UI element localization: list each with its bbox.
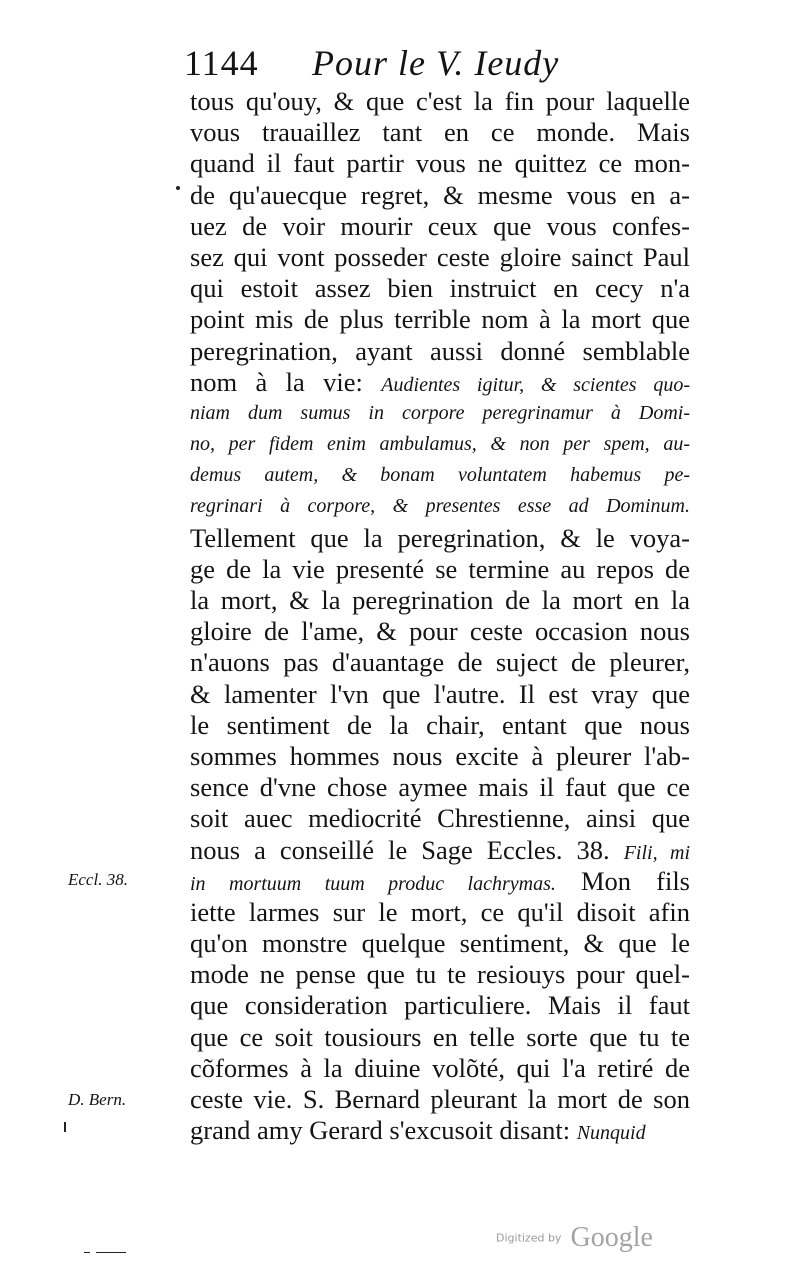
text-line [190, 242, 690, 273]
margin-note-eccl: Eccl. 38. [68, 870, 128, 889]
text-line [190, 86, 690, 117]
text-line [190, 772, 690, 803]
line-text: soit auec mediocrité Chrestienne, ainsi que [190, 803, 690, 834]
text-line [190, 835, 690, 866]
line-text: n'auons pas d'auantage de suject de pleurer, [190, 647, 690, 678]
line-text: sommes hommes nous excite à pleurer l'ab- [190, 740, 690, 771]
line-text: qui estoit assez bien instruict en cecy n'a [190, 273, 690, 304]
text-line [190, 647, 690, 678]
watermark-brand: Google [570, 1222, 653, 1253]
line-text: point mis de plus terrible nom à la mort que [190, 304, 690, 335]
text-line [190, 928, 690, 959]
margin-note-bern: D. Bern. [68, 1090, 127, 1109]
line-italic: niam dum sumus in corpore peregrinamur à Domi- [190, 401, 690, 424]
line-text: peregrination, ayant aussi donné semblable [190, 335, 690, 366]
line-lead: nous a conseillé le Sage Eccles. 38. [190, 834, 610, 865]
text-line [190, 491, 690, 522]
text-line [190, 117, 690, 148]
ink-speck [84, 1252, 90, 1253]
text-line [190, 990, 690, 1021]
ink-speck [96, 1252, 126, 1253]
ink-speck [64, 1122, 66, 1132]
line-italic: in mortuum tuum produc lachrymas. [190, 872, 556, 895]
text-line [190, 1115, 690, 1146]
text-line [190, 866, 690, 897]
line-text: tous qu'ouy, & que c'est la fin pour laquelle [190, 86, 690, 116]
line-text: qu'on monstre quelque sentiment, & que le [190, 928, 690, 959]
text-line [190, 304, 690, 335]
line-text: gloire de l'ame, & pour ceste occasion nous [190, 616, 690, 647]
text-line [190, 180, 690, 211]
line-italic: Fili, mi [623, 841, 690, 864]
text-line [190, 1022, 690, 1053]
line-text: uez de voir mourir ceux que vous confes- [190, 210, 690, 241]
text-line [190, 367, 690, 398]
line-lead: nom à la vie: [190, 366, 363, 397]
text-line [190, 959, 690, 990]
line-text: ceste vie. S. Bernard pleurant la mort de son [190, 1084, 690, 1114]
text-line [190, 679, 690, 710]
ink-speck [176, 186, 180, 190]
text-line [190, 398, 690, 429]
digitized-watermark [496, 1222, 653, 1256]
line-text: mode ne pense que tu te resiouys pour quel- [190, 959, 690, 990]
text-line [190, 211, 690, 242]
line-italic: Nunquid [576, 1122, 646, 1145]
line-text: la mort, & la peregrination de la mort en la [190, 585, 690, 615]
text-line [190, 897, 690, 928]
text-line [190, 336, 690, 367]
text-line [190, 710, 690, 741]
line-text: que ce soit tousiours en telle sorte que tu te [190, 1021, 690, 1052]
line-text: & lamenter l'vn que l'autre. Il est vray que [190, 678, 690, 709]
text-line [190, 741, 690, 772]
line-italic: regrinari à corpore, & presentes esse ad Dominum. [190, 495, 690, 518]
text-line [190, 523, 690, 554]
text-line [190, 148, 690, 179]
line-trail: Mon fils [580, 865, 690, 896]
text-line [190, 429, 690, 460]
watermark-prefix: Digitized by [496, 1231, 562, 1245]
line-lead: grand amy Gerard s'excusoit disant: [190, 1115, 571, 1146]
text-line [190, 803, 690, 834]
line-text: iette larmes sur le mort, ce qu'il disoit afin [190, 896, 690, 927]
page-header [184, 38, 704, 88]
page-number: 1144 [184, 43, 259, 83]
text-line [190, 1084, 690, 1115]
text-line [190, 460, 690, 491]
line-text: le sentiment de la chair, entant que nous [190, 709, 690, 740]
body-text [190, 86, 690, 1146]
text-line [190, 273, 690, 304]
running-title: Pour le V. Ieudy [312, 43, 560, 83]
line-italic: demus autem, & bonam voluntatem habemus pe- [190, 464, 690, 487]
line-text: quand il faut partir vous ne quittez ce mon- [190, 148, 690, 179]
line-text: que consideration particuliere. Mais il faut [190, 990, 690, 1021]
text-line [190, 585, 690, 616]
line-text: sez qui vont posseder ceste gloire sainct Paul [190, 241, 690, 272]
line-text: vous trauaillez tant en ce monde. Mais [190, 117, 690, 148]
text-line [190, 1053, 690, 1084]
line-text: de qu'auecque regret, & mesme vous en a- [190, 179, 690, 210]
line-text: cõformes à la diuine volõté, qui l'a retiré de [190, 1052, 690, 1083]
line-italic: Audientes igitur, & scientes quo- [381, 373, 690, 396]
text-line [190, 616, 690, 647]
line-text: sence d'vne chose aymee mais il faut que ce [190, 772, 690, 803]
line-italic: no, per fidem enim ambulamus, & non per spem, au- [190, 433, 690, 456]
line-text: ge de la vie presenté se termine au repos de [190, 553, 690, 584]
text-line [190, 554, 690, 585]
line-text: Tellement que la peregrination, & le voya- [190, 522, 690, 553]
